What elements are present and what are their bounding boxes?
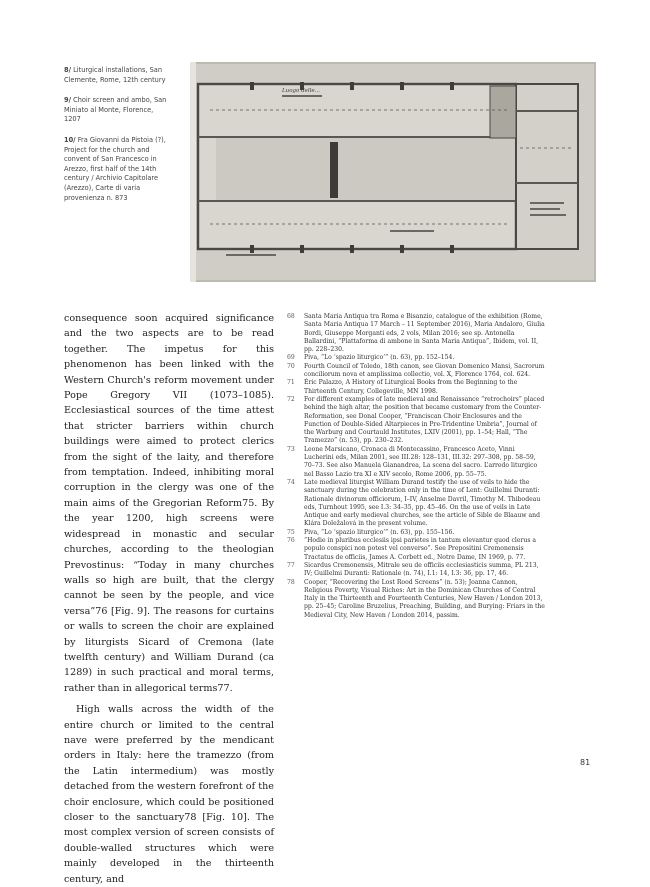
body-paragraph-2: High walls across the width of the entire church or limited to the central nave were preferred by the mendicant orders in Italy: here the tramezzo (from the Latin intermedium) was mostly detached from the western forefront of the choir enclosure, which could be positioned closer to the sanctuary78 [Fig. 10]. The most complex version of screen consists of double-walled structures which were mainly developed in the thirteenth century, and bbox=[64, 704, 274, 885]
footnote-76: 76 “Hodie in pluribus ecclesiis ipsi parietes in tantum elevantur quod clerus a populo conspici non potest vel converso”. See Prepositini Cremonensis Tractatus de officiis, James A. Corbett ed., Notre Dame, IN 1969, p. 77. bbox=[287, 537, 537, 561]
caption-fig-8: 8/ Liturgical installations, San Clemente, Rome, 12th century bbox=[64, 66, 166, 84]
caption-fig-10: 10/ Fra Giovanni da Pistoia (?), Project for the church and convent of San Francesco in Arezzo, first half of the 14th century / Archivio Capitolare (Arezzo), Carte di varia provenienza n. 873 bbox=[64, 135, 166, 202]
figure-label: Luogo delle... bbox=[282, 88, 320, 94]
footnote-71: 71 Éric Palazzo, A History of Liturgical Books from the Beginning to the Thirteenth Century, Collegeville, MN 1998. bbox=[287, 379, 518, 395]
footnote-78: 78 Cooper, “Recovering the Lost Rood Screens” (n. 53); Joanna Cannon, Religious Poverty, Visual Riches: Art in the Dominican Churches of Central Italy in the Thirteenth and Fourteenth Centuries, New Haven / London 2013, pp. 25–45; Caroline Bruzelius, Preaching, Building, and Burying: Friars in the Medieval City, New Haven / London 2014, passim. bbox=[287, 578, 545, 619]
main-body-text bbox=[64, 311, 274, 887]
footnote-77: 77 Sicardus Cremonensis, Mitrale seu de officiis ecclesiasticis summa, PL 213, IV; Guillelmi Duranti: Rationale (n. 74), I.1: 14, I.3: 36, pp. 17, 46. bbox=[287, 561, 539, 578]
footnote-68: 68 Santa Maria Antiqua tra Roma e Bisanzio, catalogue of the exhibition (Rome, Santa Maria Antiqua 17 March – 11 September 2016), Maria Andaloro, Giulia Bordi, Giuseppe Morganti eds, 2 vols, Milan 2016; see sp. Antonella Ballardini, “Plattaforma di ambone in Santa Maria Antiqua”, Ibidem, vol. II, pp. 228–230. bbox=[287, 313, 545, 354]
footnote-75: 75 Piva, “Lo ‘spazio liturgico’” (n. 63), pp. 155–156. bbox=[287, 528, 455, 536]
floor-plan-drawing bbox=[190, 62, 596, 282]
archival-floor-plan-image bbox=[190, 62, 596, 282]
footnote-74: 74 Late medieval liturgist William Durand testify the use of veils to hide the sanctuary during the celebration only in the time of Lent: Guillelmi Duranti: Rationale divinorum officiorum, I–IV, Anselme Davril, Timothy M. Thibodeau eds, Turnhout 1995, see I.3: 34–35, pp. 45–46. On the use of veils in Late Antique and early medieval churches, see the article of Sible de Blaauw and Klára Doležalová in the present volume. bbox=[287, 478, 541, 528]
footnote-72: 72 For different examples of late medieval and Renaissance “retrochoirs” placed behind the high altar, the position that became customary from the Counter-Reformation, see Donal Cooper, “Franciscan Choir Enclosures and the Function of Double-Sided Altarpieces in Pre-Tridentine Umbria”, Journal of the Warburg and Courtauld Institutes, LXIV (2001), pp. 1–54; Hall, “The Tramezzo” (n. 53), pp. 230–232. bbox=[287, 395, 545, 445]
page-number: 81 bbox=[580, 758, 591, 767]
caption-fig-9: 9/ Choir screen and ambo, San Miniato al Monte, Florence, 1207 bbox=[64, 96, 167, 124]
figure-captions bbox=[64, 66, 170, 214]
footnotes bbox=[287, 313, 545, 620]
footnote-70: 70 Fourth Council of Toledo, 18th canon, see Giovan Domenico Mansi, Sacrorum conciliorum nova et amplissima collectio, vol. X, Florence 1764, col. 624. bbox=[287, 362, 545, 379]
footnote-73: 73 Leone Marsicano, Cronaca di Montecassino, Francesco Aceto, Vinni Lucherini eds, Milan 2001, see III.28: 128–131, III.32: 297–308, pp. 58–59, 70–73. See also Manuela Gianandrea, La scena del sacro. L’arredo liturgico nel Basso Lazio tra XI e XIV secolo, Rome 2006, pp. 55–75. bbox=[287, 445, 538, 478]
body-paragraph-1: consequence soon acquired significance and the two aspects are to be read together. The impetus for this phenomenon has been linked with the Western Church's reform movement under Pope Gregory VII (1073–1085). Ecclesiastical sources of the time attest that stricter barriers within church buildings were aimed to protect clerics from the sight of the laity, and therefore from temptation. Indeed, inhibiting moral corruption in the clergy was one of the main aims of the Gregorian Reform75. By the year 1200, high screens were widespread in monastic and secular churches, according to the theologian Prevostinus: “Today in many churches walls so high are built, that the clergy cannot be seen by the people, and vice versa”76 [Fig. 9]. The reasons for curtains or walls to screen the choir are explained by liturgists Sicard of Cremona (late twelfth century) and William Durand (ca 1289) in such practical and moral terms, rather than in allegorical terms77. bbox=[64, 313, 274, 694]
footnote-69: 69 Piva, “Lo ‘spazio liturgico’” (n. 63), pp. 152–154. bbox=[287, 354, 455, 362]
